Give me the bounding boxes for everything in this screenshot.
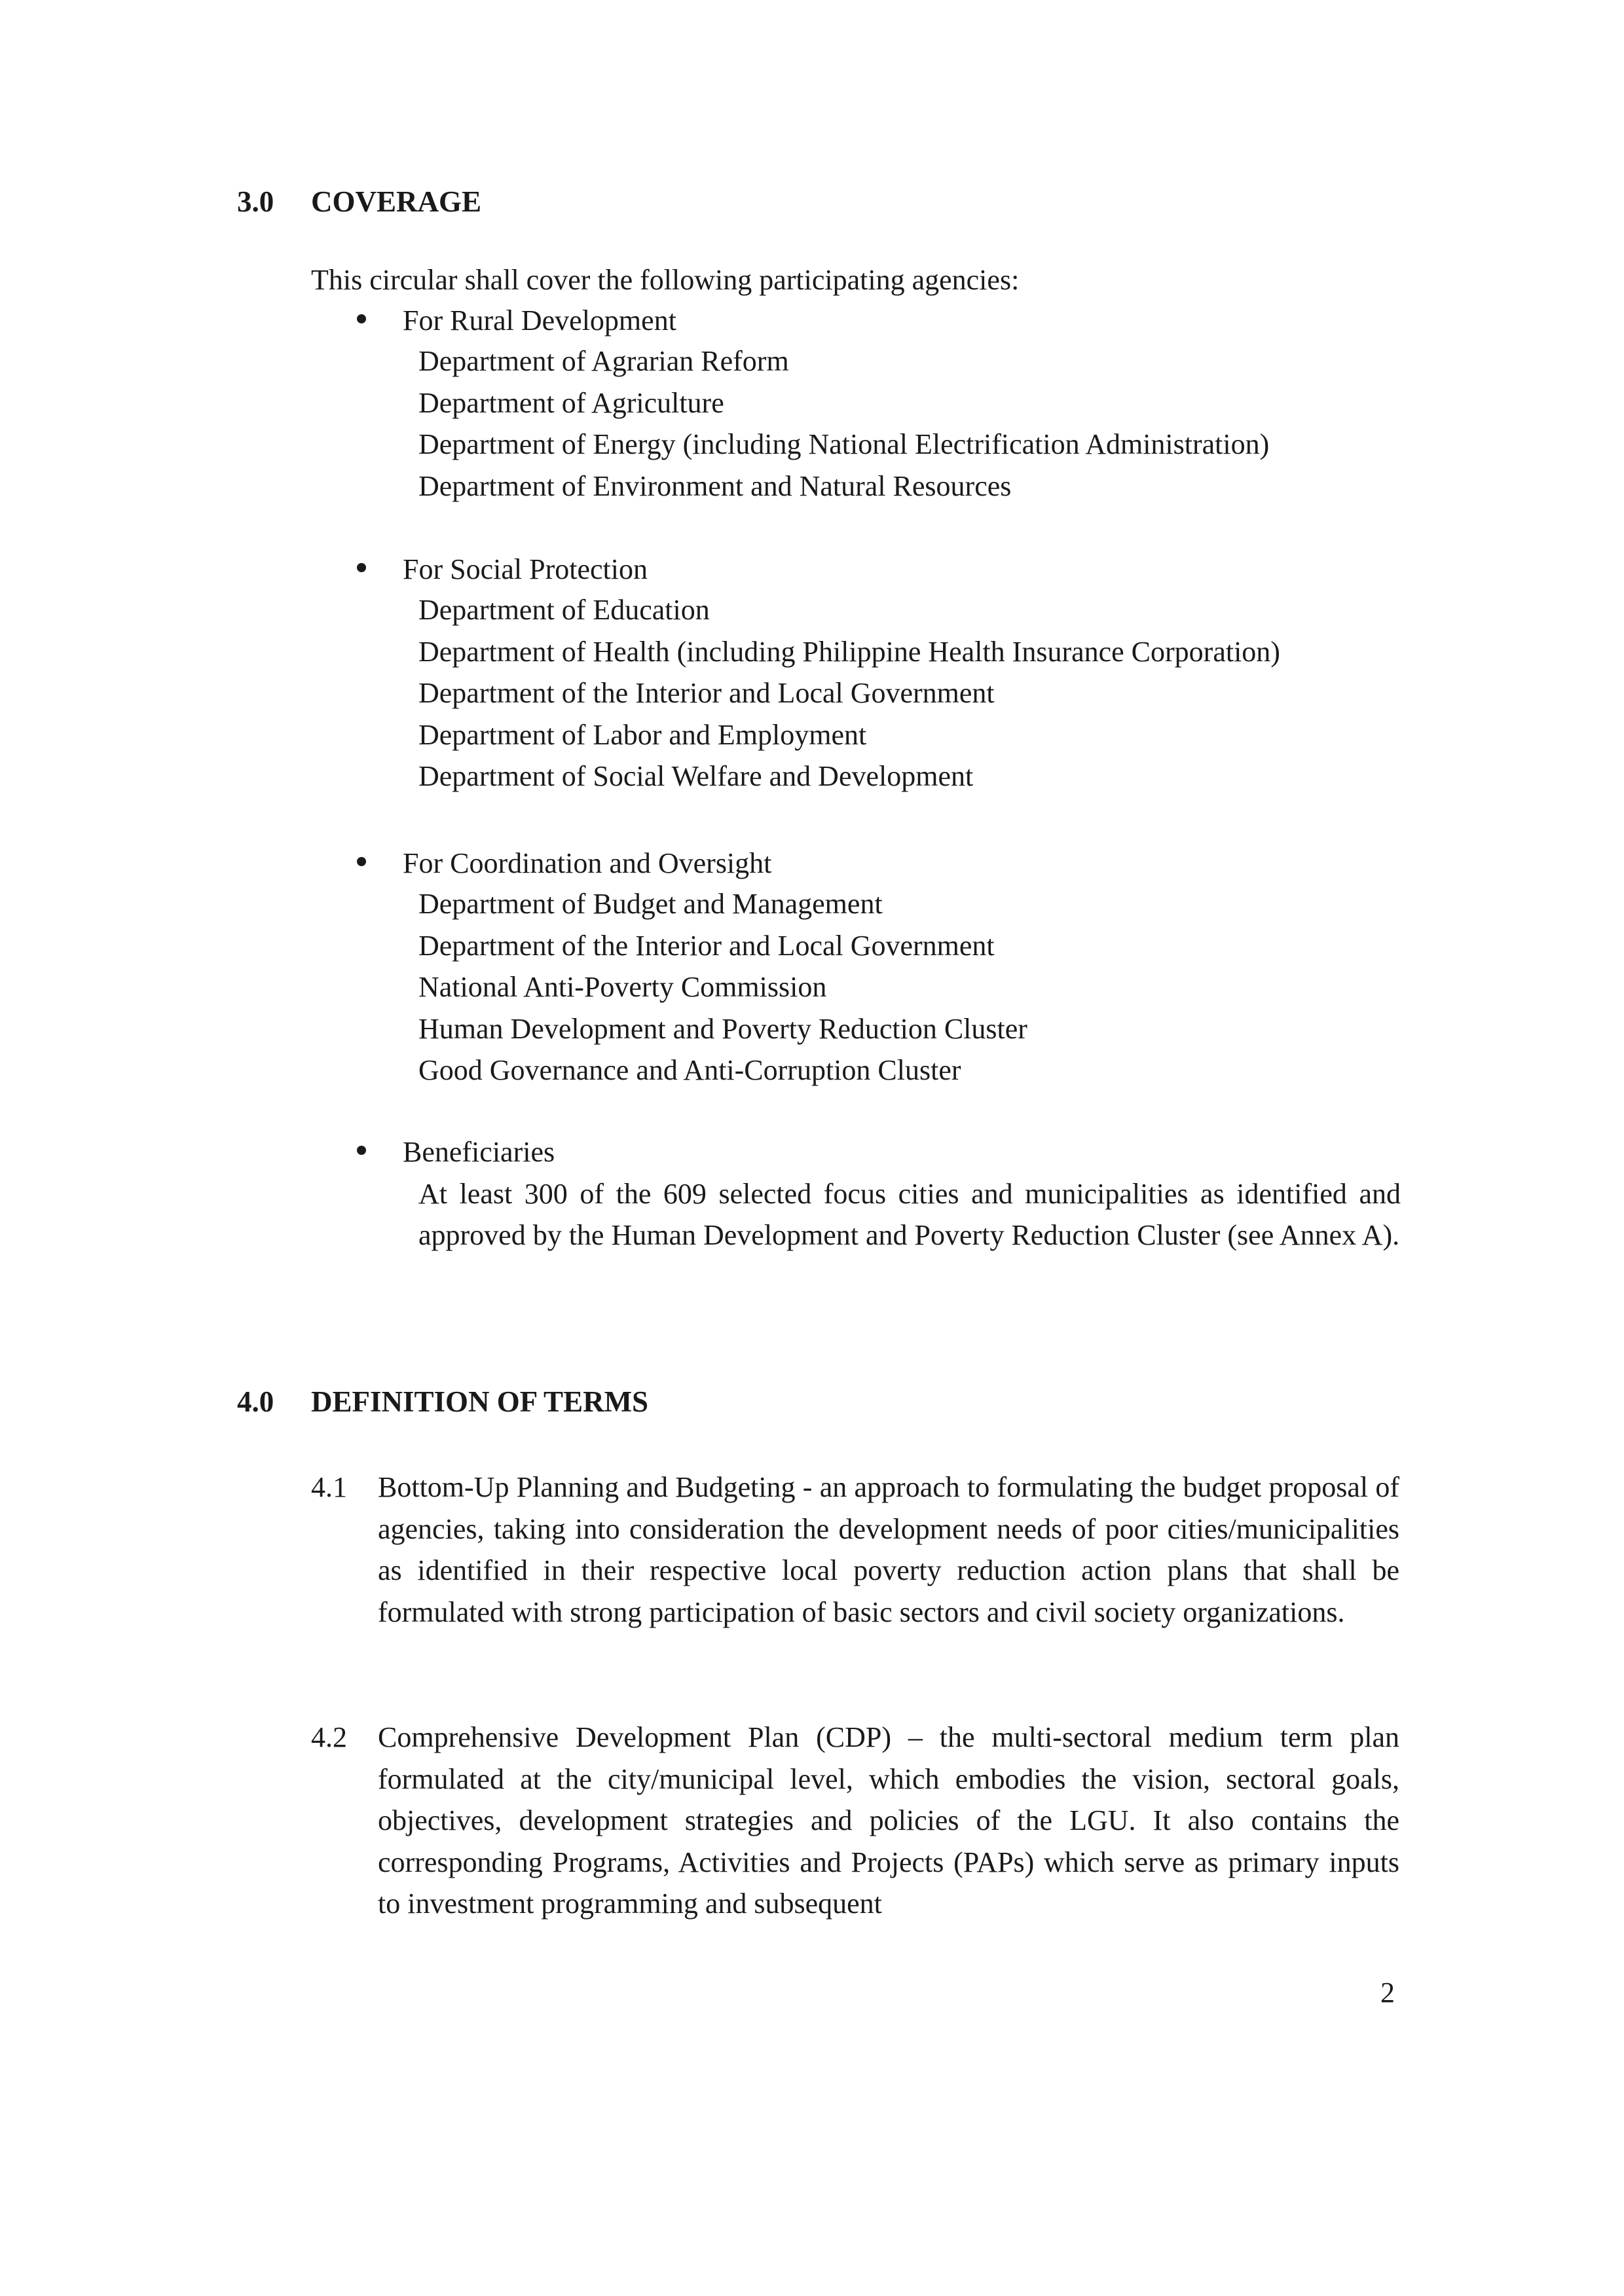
definition-number: 4.1 [311,1471,347,1503]
list-item: Department of Social Welfare and Development [418,760,974,792]
list-item: Department of Agriculture [418,386,724,419]
definition-text: Comprehensive Development Plan (CDP) – the multi-sectoral medium term plan formulated at the city/municipal level, which embodies the vision, sectoral goals, objectives, development strategies and policies of the LGU. It also contains the corresponding Programs, Activities and Projects (PAPs) which serve as primary inputs to investment programming and subsequent [378,1721,1399,1920]
bullet-icon [357,314,366,323]
group-title: For Coordination and Oversight [403,847,772,879]
list-item: Department of the Interior and Local Government [418,929,995,962]
bullet-icon [357,1146,366,1155]
group-title: For Social Protection [403,553,648,585]
beneficiaries-text: At least 300 of the 609 selected focus cities and municipalities as identified and approved by the Human Development and Poverty Reduction Cluster (see Annex A). [418,1178,1401,1251]
group-title: For Rural Development [403,304,676,337]
list-item: Good Governance and Anti-Corruption Cluster [418,1054,961,1086]
list-item: Department of Environment and Natural Resources [418,469,1012,502]
list-item: Department of Agrarian Reform [418,345,789,377]
section-title: COVERAGE [311,185,482,218]
section-title: DEFINITION OF TERMS [311,1385,649,1418]
definition-text: Bottom-Up Planning and Budgeting - an approach to formulating the budget proposal of agencies, taking into consideration the development needs of poor cities/municipalities as identified in their respective local poverty reduction action plans that shall be formulated with strong participation of basic sectors and civil society organizations. [378,1471,1399,1628]
section-number: 4.0 [237,1385,274,1418]
section-number: 3.0 [237,185,274,218]
list-item: Department of Education [418,594,710,626]
list-item: Department of Energy (including National Electrification Administration) [418,428,1270,460]
list-item: Human Development and Poverty Reduction Cluster [418,1012,1027,1045]
list-item: Department of Health (including Philippine Health Insurance Corporation) [418,635,1280,668]
bullet-icon [357,857,366,866]
list-item: National Anti-Poverty Commission [418,971,827,1003]
agency-list [418,883,1027,1091]
list-item: Department of Budget and Management [418,888,883,920]
list-item: Department of the Interior and Local Government [418,677,995,709]
agency-list [418,340,1269,507]
group-title: Beneficiaries [403,1136,555,1168]
coverage-intro: This circular shall cover the following participating agencies: [311,264,1020,296]
bullet-icon [357,563,366,572]
agency-list [418,589,1280,797]
page-number: 2 [1380,1977,1395,2009]
definition-number: 4.2 [311,1721,347,1753]
list-item: Department of Labor and Employment [418,718,867,751]
